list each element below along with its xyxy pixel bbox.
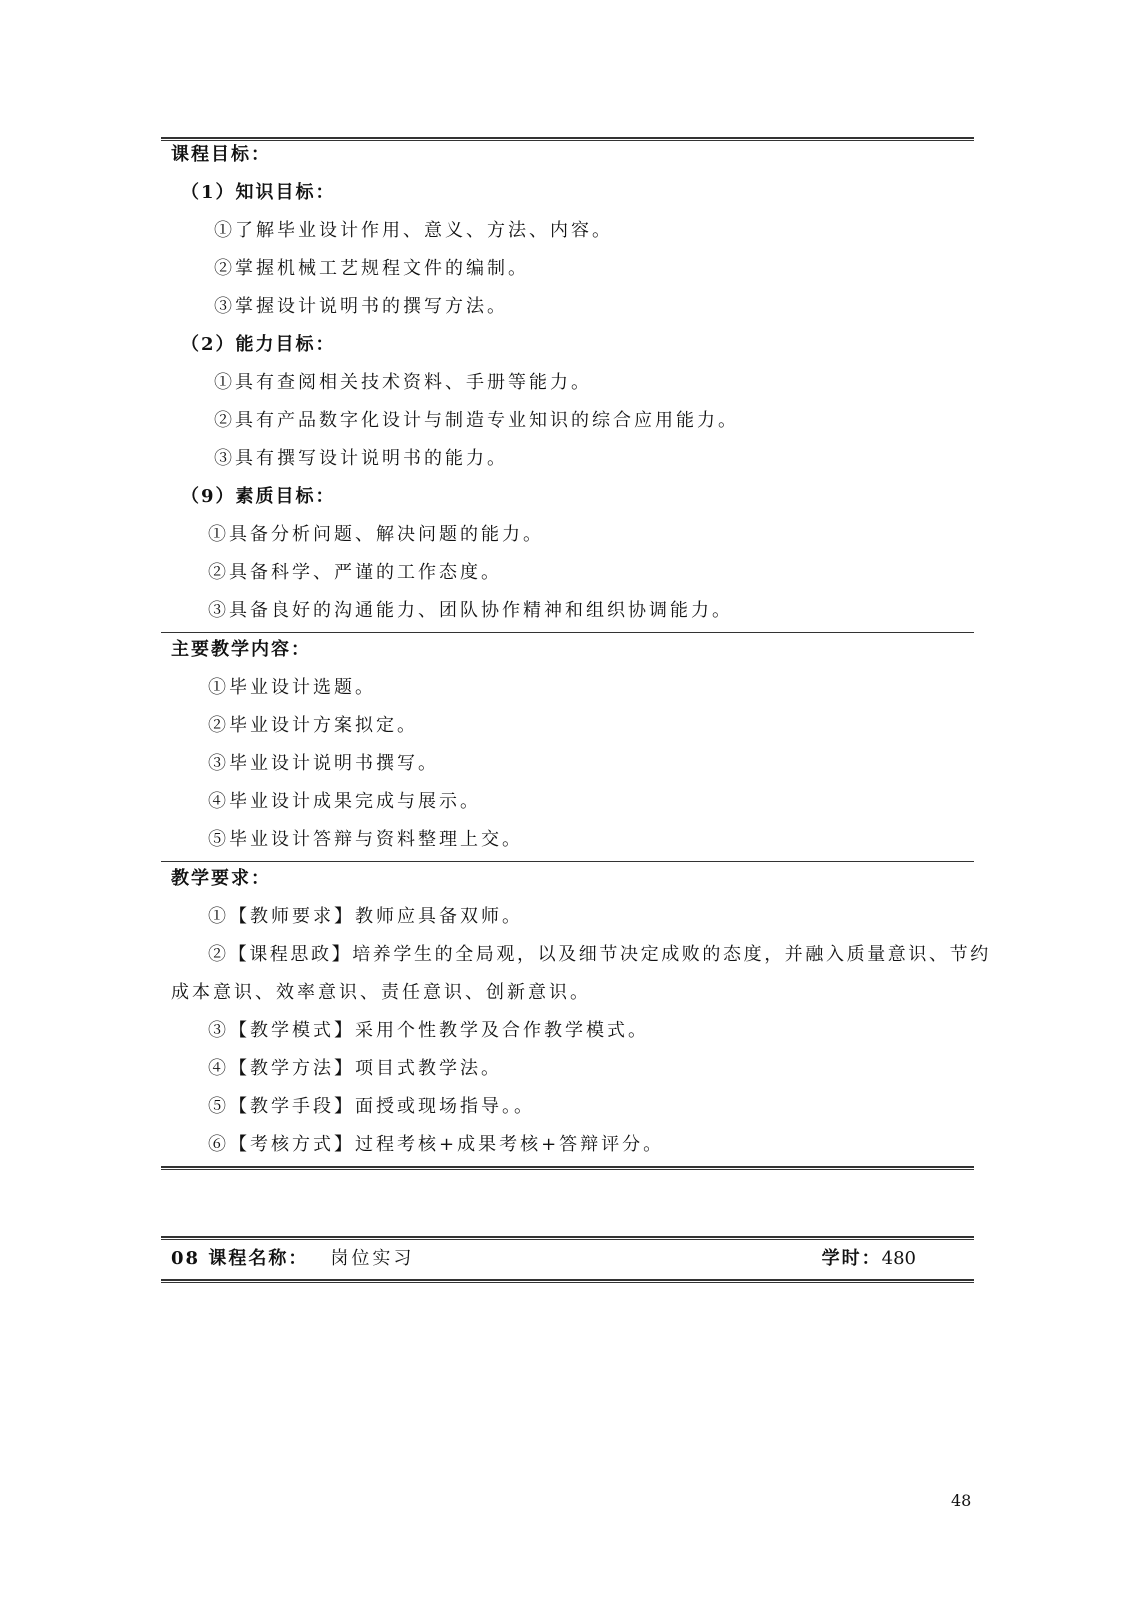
list-item: ③掌握设计说明书的撰写方法。 <box>214 296 508 317</box>
content-heading: 主要教学内容： <box>171 639 311 660</box>
list-item: ⑥【考核方式】过程考核+成果考核+答辩评分。 <box>208 1134 665 1155</box>
section-divider <box>161 861 974 862</box>
page-number: 48 <box>951 1491 972 1510</box>
section-divider <box>161 632 974 633</box>
course-table-bottom-rule <box>161 1279 974 1283</box>
course-hours-value: 480 <box>881 1248 916 1269</box>
table-top-rule <box>161 137 974 141</box>
list-item: ⑤毕业设计答辩与资料整理上交。 <box>208 829 523 850</box>
list-item: ④毕业设计成果完成与展示。 <box>208 791 481 812</box>
next-course-row <box>171 1244 916 1270</box>
ability-goals-heading: （2）能力目标： <box>181 334 336 355</box>
list-item: ①具备分析问题、解决问题的能力。 <box>208 524 544 545</box>
list-item: ②毕业设计方案拟定。 <box>208 715 418 736</box>
list-item: ①毕业设计选题。 <box>208 677 376 698</box>
course-table-top-rule <box>161 1236 974 1240</box>
course-hours <box>822 1244 916 1270</box>
list-item: ①具有查阅相关技术资料、手册等能力。 <box>214 372 592 393</box>
list-item: ②【课程思政】培养学生的全局观，以及细节决定成败的态度，并融入质量意识、节约 <box>208 944 991 965</box>
table-bottom-rule <box>161 1166 974 1170</box>
list-item: ②具备科学、严谨的工作态度。 <box>208 562 502 583</box>
list-item: ③具有撰写设计说明书的能力。 <box>214 448 508 469</box>
goals-heading: 课程目标： <box>171 144 271 165</box>
list-item: ①了解毕业设计作用、意义、方法、内容。 <box>214 220 613 241</box>
list-item: ④【教学方法】项目式教学法。 <box>208 1058 502 1079</box>
list-item: ③毕业设计说明书撰写。 <box>208 753 439 774</box>
list-item: ②具有产品数字化设计与制造专业知识的综合应用能力。 <box>214 410 739 431</box>
list-item: ⑤【教学手段】面授或现场指导。。 <box>208 1096 535 1117</box>
list-item: ③具备良好的沟通能力、团队协作精神和组织协调能力。 <box>208 600 733 621</box>
course-hours-label: 学时： <box>821 1248 882 1269</box>
list-item: ①【教师要求】教师应具备双师。 <box>208 906 523 927</box>
quality-goals-heading: （9）素质目标： <box>181 486 336 507</box>
course-name-label: 08 课程名称： <box>171 1248 309 1269</box>
list-item: ③【教学模式】采用个性教学及合作教学模式。 <box>208 1020 649 1041</box>
knowledge-goals-heading: （1）知识目标： <box>181 182 336 203</box>
course-name-value: 岗位实习 <box>330 1248 415 1269</box>
requirements-heading: 教学要求： <box>171 868 271 889</box>
list-item-continuation: 成本意识、效率意识、责任意识、创新意识。 <box>171 982 591 1003</box>
list-item: ②掌握机械工艺规程文件的编制。 <box>214 258 529 279</box>
